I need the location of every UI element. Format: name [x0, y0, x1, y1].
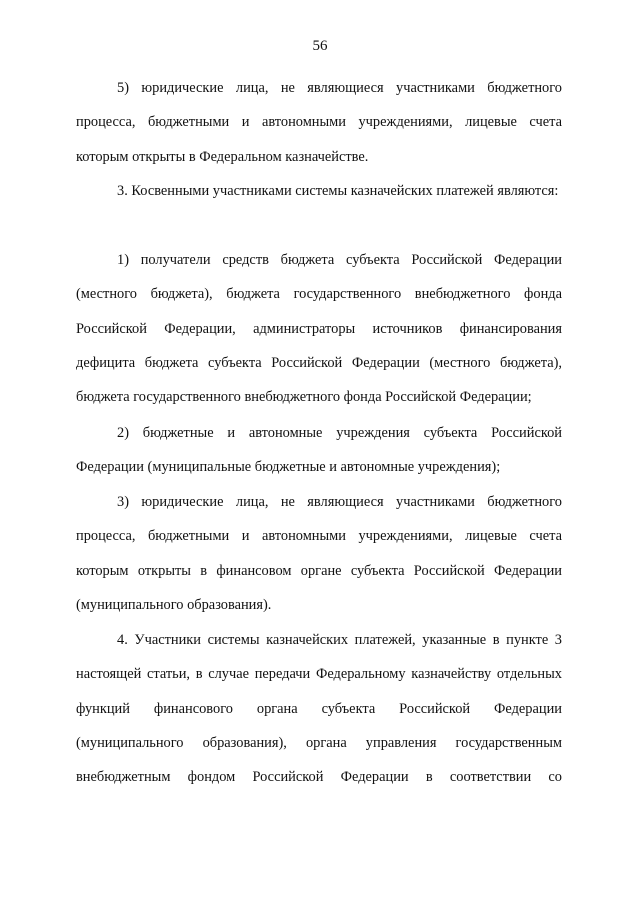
paragraph-item-2: 2) бюджетные и автономные учреждения субъекта Российской Федерации (муниципальные бюджетные и автономные учреждения); [76, 425, 562, 476]
page-number: 56 [312, 38, 328, 54]
paragraph-item-3: 3) юридические лица, не являющиеся участниками бюджетного процесса, бюджетными и автономными учреждениями, лицевые счета которым открыты в финансовом органе субъекта Российской Федерации (муниципального образования). [76, 494, 562, 613]
paragraph-section-4: 4. Участники системы казначейских платежей, указанные в пункте 3 настоящей статьи, в случае передачи Федеральному казначейству отдельных функций финансового органа субъекта Российской Федерации (муниципального образования), органа управления государственным внебюджетным фондом Российской Федерации в соответствии со [76, 632, 562, 786]
paragraph-item-1: 1) получатели средств бюджета субъекта Российской Федерации (местного бюджета), бюджета государственного внебюджетного фонда Российской Федерации, администраторы источников финансирования дефицита бюджета субъекта Российской Федерации (местного бюджета), бюджета государственного внебюджетного фонда Российской Федерации; [76, 252, 562, 406]
paragraph-section-3: 3. Косвенными участниками системы казначейских платежей являются: [117, 183, 559, 199]
paragraph-item-5: 5) юридические лица, не являющиеся участниками бюджетного процесса, бюджетными и автономными учреждениями, лицевые счета которым открыты в Федеральном казначействе. [76, 80, 562, 165]
